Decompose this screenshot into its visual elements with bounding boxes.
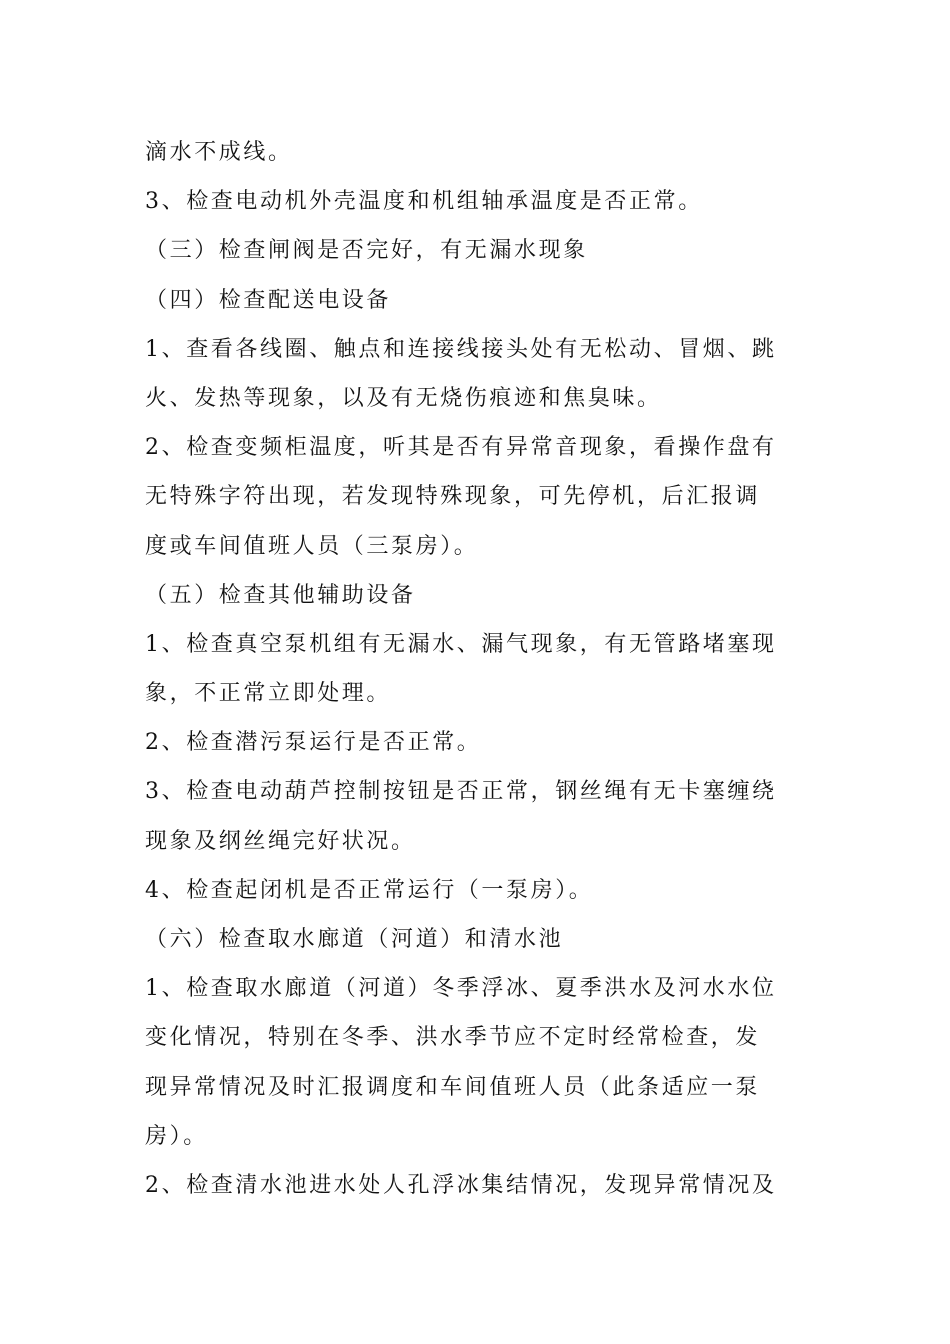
text-line: 2、检查变频柜温度，听其是否有异常音现象，看操作盘有 — [145, 435, 777, 461]
text-line: 现象及纲丝绳完好状况。 — [145, 828, 416, 854]
text-line: 度或车间值班人员（三泵房）。 — [145, 533, 479, 559]
text-line: 2、检查潜污泵运行是否正常。 — [145, 730, 482, 756]
text-line: 4、检查起闭机是否正常运行（一泵房）。 — [145, 877, 594, 903]
text-line: 无特殊字符出现，若发现特殊现象，可先停机，后汇报调 — [145, 484, 761, 510]
section-heading: （六）检查取水廊道（河道）和清水池 — [145, 927, 564, 952]
text-line: 象，不正常立即处理。 — [145, 681, 392, 707]
section-heading: （三）检查闸阀是否完好，有无漏水现象 — [145, 238, 588, 264]
text-line: 3、检查电动葫芦控制按钮是否正常，钢丝绳有无卡塞缠绕 — [145, 779, 777, 805]
text-line: 滴水不成线。 — [145, 140, 293, 165]
text-line: 1、检查真空泵机组有无漏水、漏气现象，有无管路堵塞现 — [145, 631, 777, 657]
document-body — [145, 128, 810, 1210]
section-heading: （四）检查配送电设备 — [145, 287, 392, 313]
text-line: 现异常情况及时汇报调度和车间值班人员（此条适应一泵 — [145, 1074, 761, 1100]
text-line: 1、查看各线圈、触点和连接线接头处有无松动、冒烟、跳 — [145, 336, 777, 362]
text-line: 2、检查清水池进水处人孔浮冰集结情况，发现异常情况及 — [145, 1172, 777, 1198]
text-line: 火、发热等现象，以及有无烧伤痕迹和焦臭味。 — [145, 385, 662, 411]
text-line: 3、检查电动机外壳温度和机组轴承温度是否正常。 — [145, 189, 703, 215]
text-line: 房）。 — [145, 1123, 208, 1149]
text-line: 变化情况，特别在冬季、洪水季节应不定时经常检查，发 — [145, 1025, 761, 1051]
section-heading: （五）检查其他辅助设备 — [145, 582, 416, 608]
text-line: 1、检查取水廊道（河道）冬季浮冰、夏季洪水及河水水位 — [145, 976, 777, 1002]
